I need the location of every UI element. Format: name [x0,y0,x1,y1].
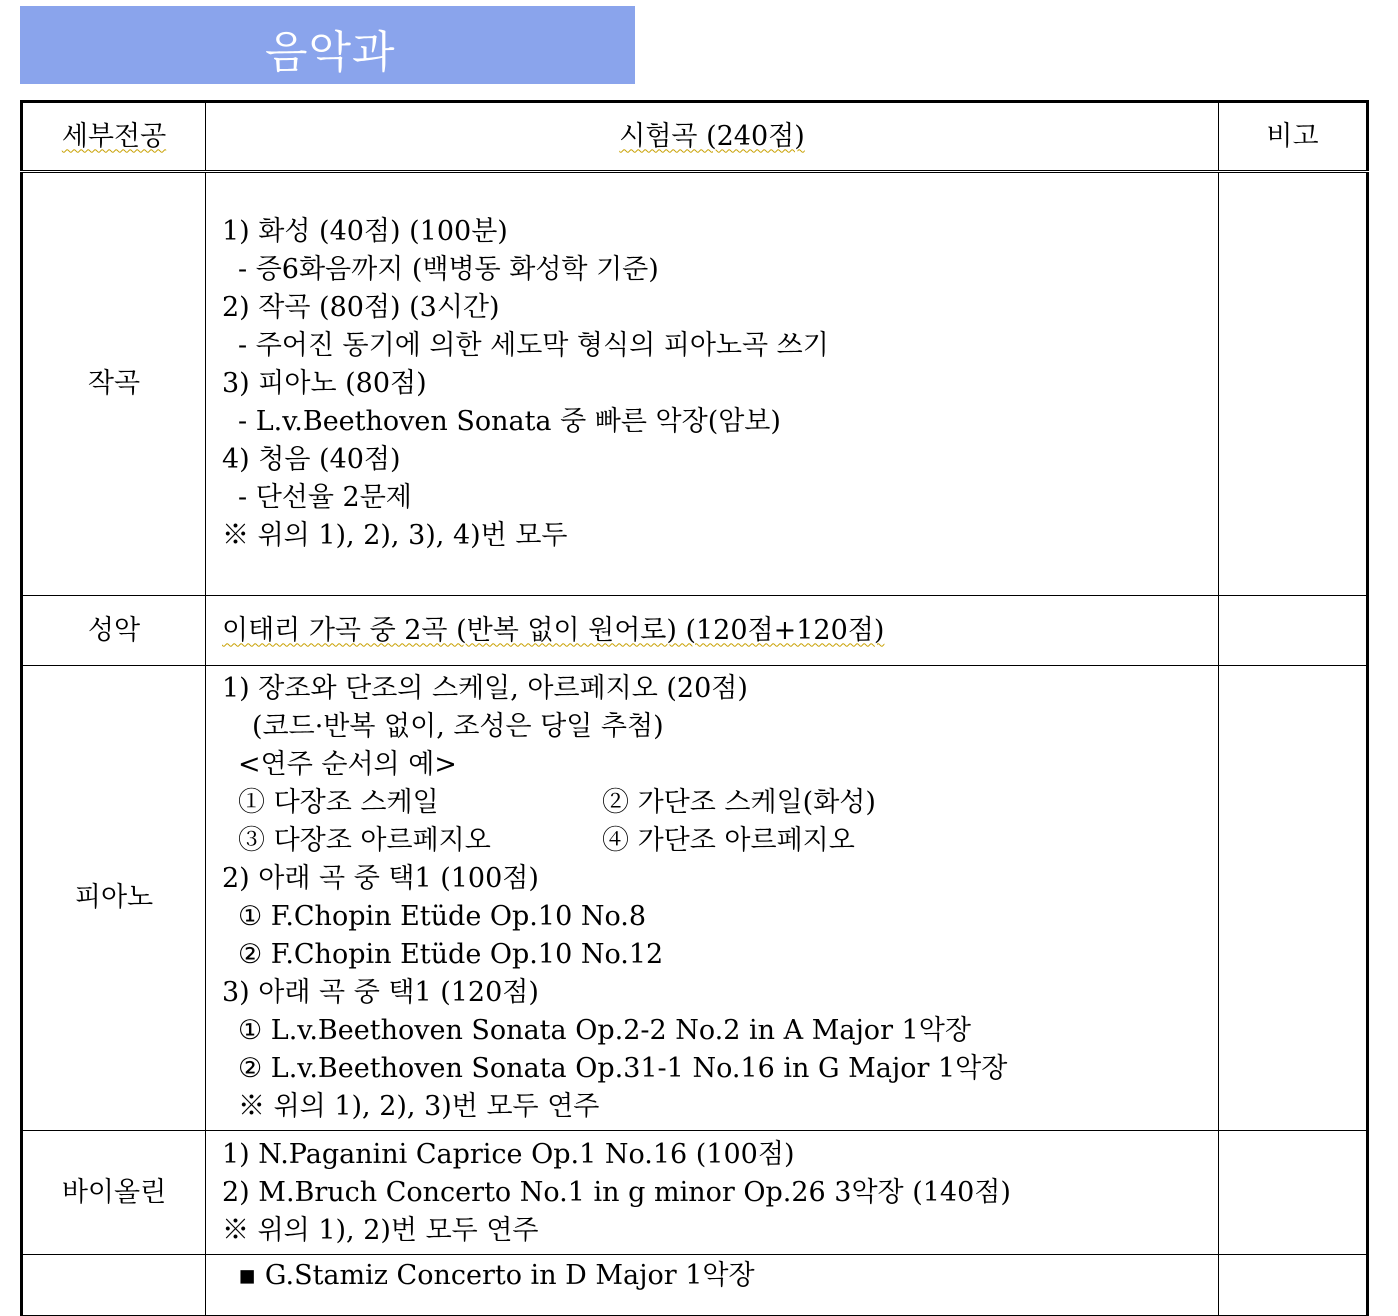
row-content-composition [206,172,1219,596]
list-item: ② L.v.Beethoven Sonata Op.31-1 No.16 in G Major 1악장 [238,1053,1008,1084]
row-note-composition [1219,172,1368,596]
table-row [22,666,1368,1131]
list-item: 1) N.Paganini Caprice Op.1 No.16 (100점) [222,1138,795,1170]
list-item: ③ 다장조 아르페지오 ④ 가단조 아르페지오 [238,825,855,856]
list-item: 2) M.Bruch Concerto No.1 in g minor Op.26 3악장 (140점) [222,1176,1011,1208]
row-content-voice [206,596,1219,666]
list-item: - 단선율 2문제 [238,482,412,513]
list-item: - 주어진 동기에 의한 세도막 형식의 피아노곡 쓰기 [238,330,829,361]
list-item: - L.v.Beethoven Sonata 중 빠른 악장(암보) [238,406,781,437]
list-item: 3) 아래 곡 중 택1 (120점) [222,977,539,1008]
list-item: ② F.Chopin Etüde Op.10 No.12 [238,939,664,970]
list-item: <연주 순서의 예> [238,749,457,780]
row-label-composition: 작곡 [22,172,206,596]
list-item: 이태리 가곡 중 2곡 (반복 없이 원어로) (120점+120점) [222,614,885,646]
row-label-next [22,1255,206,1316]
row-label-violin: 바이올린 [22,1131,206,1255]
section-title-banner [20,6,635,84]
list-item: 2) 아래 곡 중 택1 (100점) [222,863,539,894]
row-content-piano [206,666,1219,1131]
list-item: 1) 화성 (40점) (100분) [222,216,508,247]
row-note-violin [1219,1131,1368,1255]
section-title: 음악과 [265,27,396,78]
table-row [22,596,1368,666]
header-major: 세부전공 [22,102,206,172]
list-item: 2) 작곡 (80점) (3시간) [222,292,500,323]
list-item: (코드·반복 없이, 조성은 당일 추첨) [252,711,664,742]
list-item: ※ 위의 1), 2), 3)번 모두 연주 [238,1091,600,1122]
row-content-next [206,1255,1219,1316]
exam-table [20,100,1369,1316]
list-item: ▪ G.Stamiz Concerto in D Major 1악장 [238,1260,755,1291]
list-item: ① L.v.Beethoven Sonata Op.2-2 No.2 in A Major 1악장 [238,1015,971,1046]
row-note-piano [1219,666,1368,1131]
list-item: 1) 장조와 단조의 스케일, 아르페지오 (20점) [222,673,748,704]
list-item: 4) 청음 (40점) [222,444,401,475]
table-row [22,1131,1368,1255]
row-label-piano: 피아노 [22,666,206,1131]
list-item: ① F.Chopin Etüde Op.10 No.8 [238,901,646,932]
table-row [22,1255,1368,1316]
list-item: 3) 피아노 (80점) [222,368,427,399]
table-header-row [22,102,1368,172]
list-item: - 증6화음까지 (백병동 화성학 기준) [238,254,659,285]
row-content-violin [206,1131,1219,1255]
table-row [22,172,1368,596]
header-note: 비고 [1219,102,1368,172]
list-item: ※ 위의 1), 2), 3), 4)번 모두 [222,520,568,551]
header-pieces: 시험곡 (240점) [206,102,1219,172]
list-item: ※ 위의 1), 2)번 모두 연주 [222,1214,539,1246]
row-label-voice: 성악 [22,596,206,666]
row-note-next [1219,1255,1368,1316]
list-item: ① 다장조 스케일 ② 가단조 스케일(화성) [238,787,876,818]
row-note-voice [1219,596,1368,666]
